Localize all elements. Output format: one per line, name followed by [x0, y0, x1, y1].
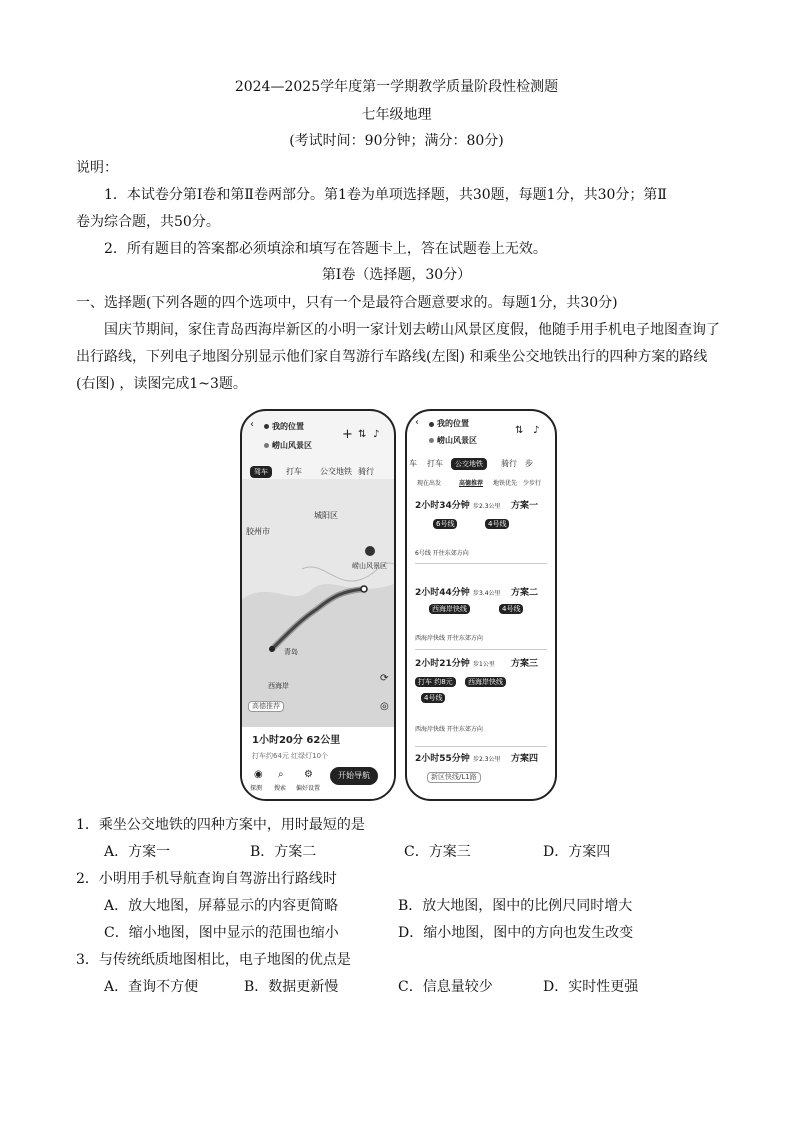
plan-card-4[interactable] [407, 746, 555, 798]
instruction-1-line-1: 1．本试卷分第Ⅰ卷和第Ⅱ卷两部分。第1卷为单项选择题，共30题，每题1分，共30分；第Ⅱ [104, 187, 667, 203]
left-tab-bike[interactable]: 骑行 [358, 467, 374, 476]
question-3-option-b: B．数据更新慢 [244, 979, 339, 995]
start-navigation-button[interactable]: 开始导航 [330, 767, 378, 785]
plan-3-walk: 步1公里 [473, 661, 495, 668]
section-title: 第Ⅰ卷（选择题，30分） [321, 267, 472, 283]
subtab-metro-first[interactable]: 地铁优先 [493, 480, 518, 487]
question-2-option-a: A．放大地图，屏幕显示的内容更简略 [104, 898, 339, 914]
bottom-search: 搜索 [274, 785, 287, 792]
right-destination: 崂山风景区 [437, 436, 477, 445]
plan-3-line-1: 打车 约8元 [415, 677, 456, 687]
question-2-option-d: D．缩小地图，图中的方向也发生改变 [398, 925, 634, 941]
left-tab-drive[interactable]: 驾车 [250, 466, 272, 478]
exam-subject: 七年级地理 [361, 107, 432, 123]
plan-1-time: 2小时34分钟 [415, 501, 470, 511]
search-icon[interactable]: ⌕ [278, 769, 284, 780]
exam-info: (考试时间：90分钟；满分：80分) [289, 133, 504, 149]
plan-4-divider [415, 746, 547, 747]
right-destination-dot-icon [429, 438, 434, 443]
instructions-label: 说明： [76, 160, 118, 176]
right-tab-transit[interactable]: 公交地铁 [451, 458, 487, 470]
left-destination: 崂山风景区 [272, 441, 312, 450]
bottom-preference: 偏好设置 [296, 785, 321, 792]
plan-2-name: 方案二 [511, 588, 539, 598]
question-1-stem: 1．乘坐公交地铁的四种方案中，用时最短的是 [76, 817, 365, 833]
right-tab-bike[interactable]: 骑行 [501, 459, 517, 468]
exam-title: 2024—2025学年度第一学期教学质量阶段性检测题 [234, 79, 559, 95]
left-duration: 1小时20分 62公里 [252, 735, 341, 746]
plan-2-note: 西海岸快线 开往东郊方向 [415, 635, 483, 642]
plan-4-time: 2小时55分钟 [415, 754, 470, 764]
passage-line-2: 出行路线，下列电子地图分别显示他们家自驾游行车路线(左图) 和乘坐公交地铁出行的四种方案的路线 [76, 349, 708, 365]
right-mic-icon: ♪ [533, 425, 540, 436]
passage-line-1: 国庆节期间，家住青岛西海岸新区的小明一家计划去崂山风景区度假，他随手用手机电子地图查询了 [104, 322, 720, 338]
right-phone-screenshot [405, 409, 557, 801]
plan-4-line-1: 新区快线/L1路 [427, 772, 481, 783]
right-origin-dot-icon [429, 422, 434, 427]
subtab-depart-now[interactable]: 现在出发 [417, 480, 442, 487]
plan-card-3[interactable] [407, 649, 555, 745]
plan-3-divider [415, 649, 547, 650]
plan-2-time: 2小时44分钟 [415, 588, 470, 598]
question-1-option-d: D．方案四 [543, 844, 611, 860]
question-2-option-c: C．缩小地图，图中显示的范围也缩小 [104, 925, 339, 941]
subtab-less-walk[interactable]: 少步行 [523, 480, 542, 487]
left-route-panel [242, 727, 394, 799]
instruction-1-line-2: 卷为综合题，共50分。 [76, 214, 220, 230]
plan-2-line-2: 4号线 [499, 604, 523, 614]
probe-icon[interactable]: ◉ [254, 769, 263, 780]
plan-4-walk: 步2.3公里 [473, 756, 501, 763]
question-2-stem: 2．小明用手机导航查询自驾游出行路线时 [76, 871, 337, 887]
refresh-icon[interactable]: ⟳ [380, 673, 389, 684]
left-my-location: 我的位置 [272, 422, 304, 431]
plan-3-line-3: 4号线 [421, 693, 445, 703]
add-stop-icon: + [342, 427, 353, 442]
plan-1-walk: 步2.3公里 [473, 503, 501, 510]
right-tab-car[interactable]: 车 [409, 459, 417, 468]
plan-1-line-1: 6号线 [433, 519, 457, 529]
plan-3-name: 方案三 [511, 659, 539, 669]
left-phone-screenshot [240, 409, 396, 801]
left-route-mode[interactable]: 高德推荐 [248, 701, 284, 712]
question-1-option-b: B．方案二 [250, 844, 317, 860]
plan-3-time: 2小时21分钟 [415, 659, 470, 669]
right-tab-walk[interactable]: 步 [525, 459, 533, 468]
back-arrow-icon: ‹ [250, 419, 254, 430]
plan-card-1[interactable] [407, 495, 555, 565]
left-tab-transit[interactable]: 公交地铁 [320, 467, 352, 476]
map-label-jiaozhou: 胶州市 [246, 527, 270, 536]
plan-3-note: 西海岸快线 开往东郊方向 [415, 726, 483, 733]
map-label-qingdao: 青岛 [284, 648, 298, 656]
map-label-chengyang: 城阳区 [314, 511, 338, 520]
locate-icon[interactable]: ◎ [380, 701, 389, 712]
right-tab-taxi[interactable]: 打车 [427, 459, 443, 468]
subtab-recommended[interactable]: 高德推荐 [459, 480, 484, 487]
instruction-2: 2．所有题目的答案都必须填涂和填写在答题卡上，答在试题卷上无效。 [104, 241, 547, 257]
plan-card-2[interactable] [407, 566, 555, 642]
map-label-west-coast: 西海岸 [268, 682, 289, 690]
plan-1-divider [415, 563, 547, 564]
preference-icon[interactable]: ⚙ [304, 769, 313, 780]
question-2-option-b: B．放大地图，图中的比例尺同时增大 [398, 898, 633, 914]
bottom-probe: 探测 [250, 785, 263, 792]
destination-dot-icon [264, 443, 269, 448]
plan-2-line-1: 西海岸快线 [429, 604, 470, 614]
question-3-option-d: D．实时性更强 [543, 979, 639, 995]
right-swap-icon: ⇅ [515, 425, 524, 436]
question-3-option-a: A．查询不方便 [104, 979, 199, 995]
plan-1-line-2: 4号线 [485, 519, 509, 529]
origin-dot-icon [264, 424, 269, 429]
right-my-location: 我的位置 [437, 419, 469, 428]
left-tab-taxi[interactable]: 打车 [286, 467, 302, 476]
right-back-arrow-icon: ‹ [415, 417, 419, 428]
question-1-option-a: A．方案一 [104, 844, 171, 860]
plan-1-name: 方案一 [511, 501, 539, 511]
map-label-laoshan: 崂山风景区 [352, 562, 387, 570]
question-3-stem: 3．与传统纸质地图相比，电子地图的优点是 [76, 952, 351, 968]
part-title: 一、选择题(下列各题的四个选项中，只有一个是最符合题意要求的。每题1分，共30分) [76, 295, 618, 311]
passage-line-3: (右图) ，读图完成1~3题。 [76, 376, 247, 392]
mic-icon: ♪ [373, 429, 380, 440]
plan-4-name: 方案四 [511, 754, 539, 764]
plan-2-walk: 步3.4公里 [473, 590, 501, 597]
left-sub-info: 打车约64元 红绿灯10个 [252, 752, 329, 760]
question-3-option-c: C．信息量较少 [398, 979, 493, 995]
swap-icon: ⇅ [358, 429, 367, 440]
question-1-option-c: C．方案三 [404, 844, 471, 860]
plan-1-note: 6号线 开往东郊方向 [415, 550, 469, 557]
plan-3-line-2: 西海岸快线 [465, 677, 506, 687]
